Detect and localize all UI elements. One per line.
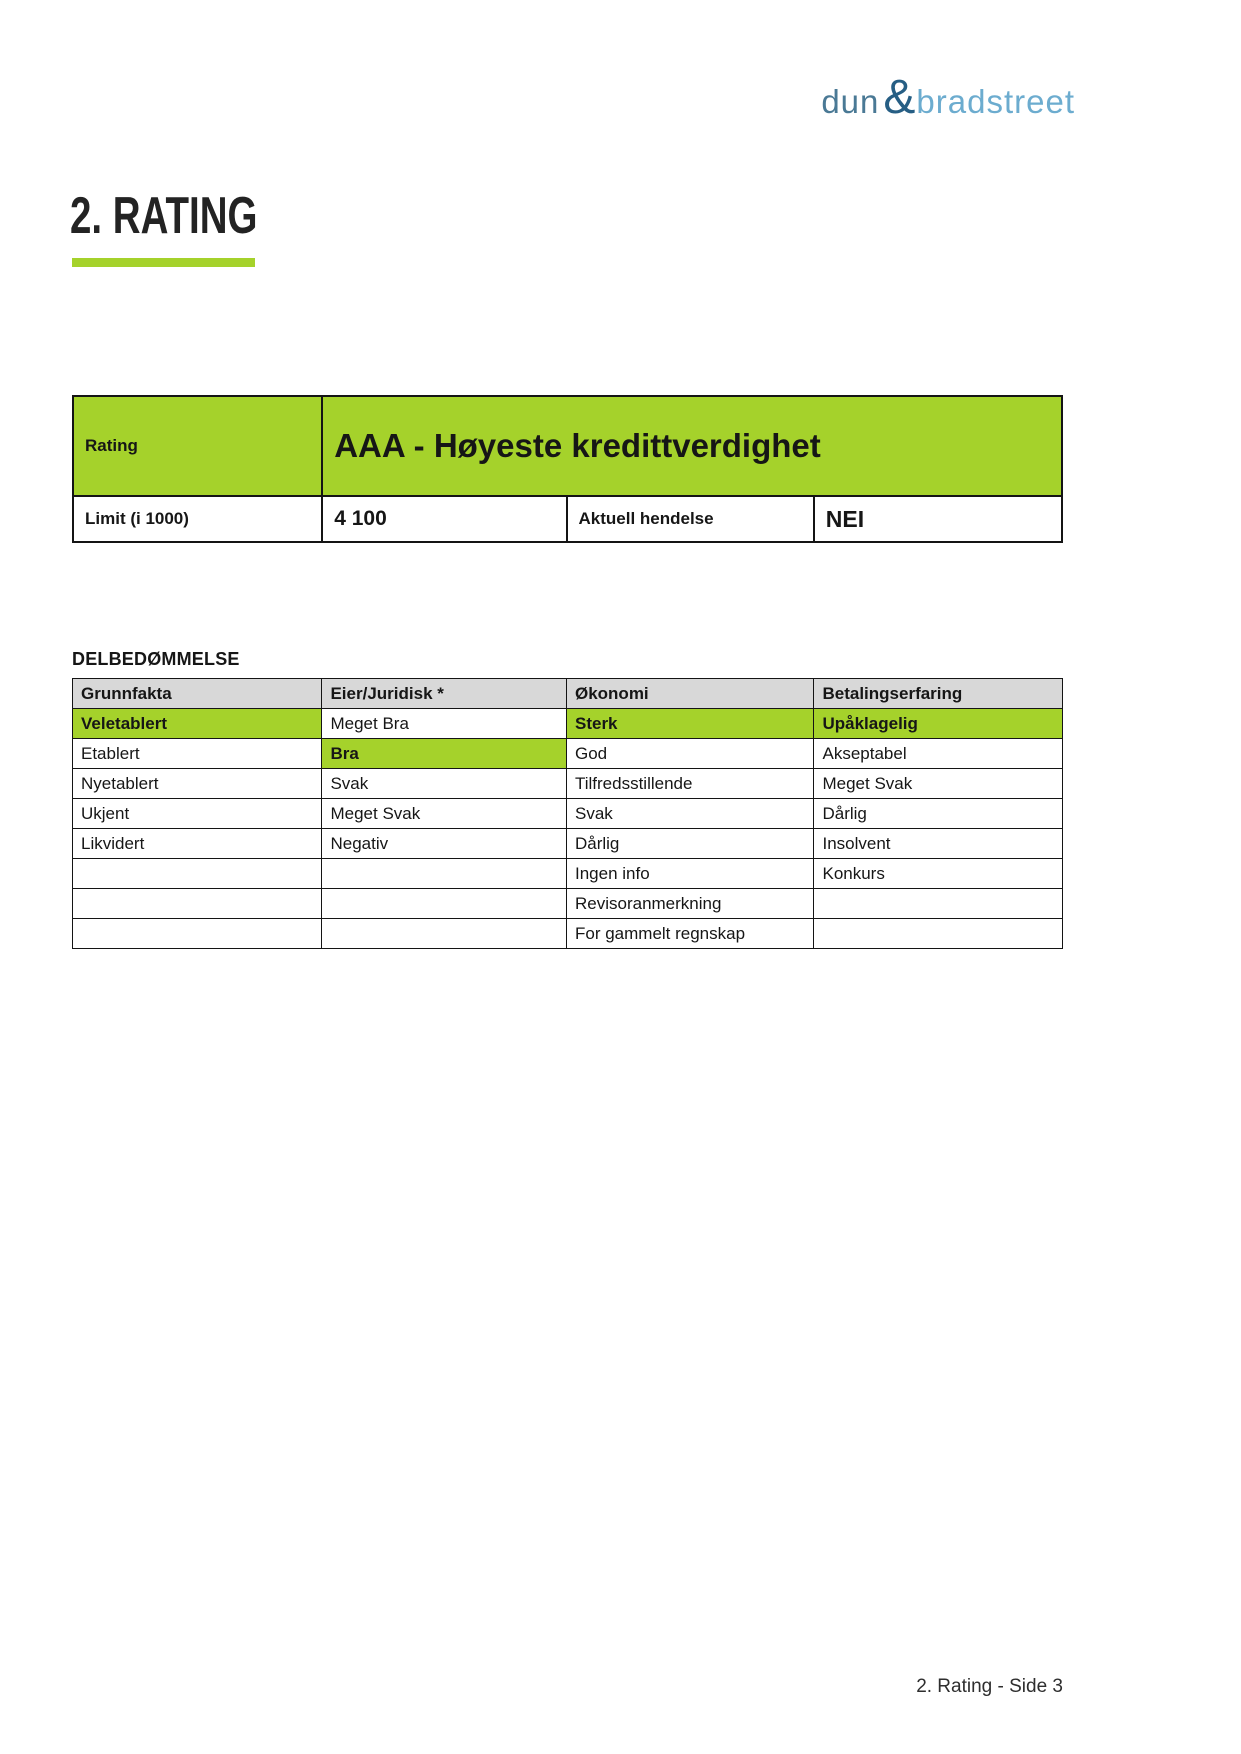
- assessment-cell: Dårlig: [814, 799, 1063, 829]
- rating-label-cell: Rating: [73, 396, 322, 496]
- rating-summary-table: [72, 395, 1063, 543]
- assessment-cell: For gammelt regnskap: [566, 919, 814, 949]
- column-header: Økonomi: [566, 679, 814, 709]
- assessment-cell: Etablert: [73, 739, 322, 769]
- column-header: Grunnfakta: [73, 679, 322, 709]
- assessment-cell-selected: Upåklagelig: [814, 709, 1063, 739]
- current-event-value-cell: NEI: [814, 496, 1062, 542]
- limit-label-cell: Limit (i 1000): [73, 496, 322, 542]
- assessment-cell: Ukjent: [73, 799, 322, 829]
- assessment-cell: Meget Svak: [814, 769, 1063, 799]
- current-event-label-cell: Aktuell hendelse: [567, 496, 814, 542]
- rating-value-cell: AAA - Høyeste kredittverdighet: [322, 396, 1062, 496]
- logo-text-dun: dun: [821, 83, 880, 120]
- assessment-cell: Dårlig: [566, 829, 814, 859]
- assessment-cell: [322, 919, 567, 949]
- assessment-cell: Meget Svak: [322, 799, 567, 829]
- assessment-cell: God: [566, 739, 814, 769]
- assessment-cell: [322, 859, 567, 889]
- assessment-cell: [73, 919, 322, 949]
- assessment-cell: [73, 889, 322, 919]
- assessment-row: [73, 919, 1063, 949]
- assessment-cell: Svak: [566, 799, 814, 829]
- assessment-cell: Konkurs: [814, 859, 1063, 889]
- logo-ampersand-icon: &: [883, 71, 916, 124]
- subassessment-header-row: [73, 679, 1063, 709]
- assessment-row: [73, 829, 1063, 859]
- assessment-cell: Tilfredsstillende: [566, 769, 814, 799]
- assessment-row: [73, 889, 1063, 919]
- subassessment-title: DELBEDØMMELSE: [72, 649, 240, 669]
- limit-row: [73, 496, 1062, 542]
- assessment-row: [73, 709, 1063, 739]
- assessment-cell: [814, 889, 1063, 919]
- assessment-cell: Ingen info: [566, 859, 814, 889]
- assessment-cell: Akseptabel: [814, 739, 1063, 769]
- assessment-cell: Negativ: [322, 829, 567, 859]
- section-title: 2. RATING: [70, 187, 258, 245]
- assessment-cell: Likvidert: [73, 829, 322, 859]
- assessment-cell: Revisoranmerkning: [566, 889, 814, 919]
- assessment-cell: Nyetablert: [73, 769, 322, 799]
- assessment-cell: Svak: [322, 769, 567, 799]
- assessment-cell: Insolvent: [814, 829, 1063, 859]
- logo-text-bradstreet: bradstreet: [916, 83, 1075, 120]
- assessment-cell-selected: Bra: [322, 739, 567, 769]
- assessment-cell: [322, 889, 567, 919]
- assessment-cell: [73, 859, 322, 889]
- assessment-row: [73, 859, 1063, 889]
- rating-row: [73, 396, 1062, 496]
- dun-bradstreet-logo: [821, 70, 1075, 125]
- column-header: Eier/Juridisk *: [322, 679, 567, 709]
- page-footer: 2. Rating - Side 3: [916, 1676, 1063, 1697]
- assessment-cell: Meget Bra: [322, 709, 567, 739]
- assessment-row: [73, 769, 1063, 799]
- section-title-underline: [72, 258, 255, 267]
- assessment-cell-selected: Sterk: [566, 709, 814, 739]
- assessment-row: [73, 799, 1063, 829]
- subassessment-table: [72, 678, 1063, 949]
- column-header: Betalingserfaring: [814, 679, 1063, 709]
- assessment-row: [73, 739, 1063, 769]
- limit-value-cell: 4 100: [322, 496, 566, 542]
- assessment-cell-selected: Veletablert: [73, 709, 322, 739]
- assessment-cell: [814, 919, 1063, 949]
